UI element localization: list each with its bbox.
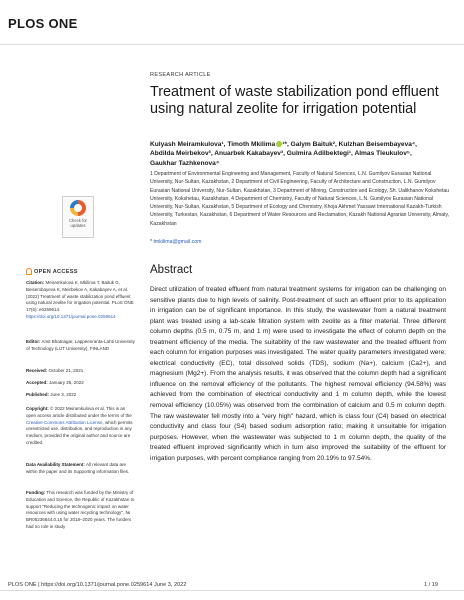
open-access-text: OPEN ACCESS xyxy=(34,268,78,275)
accepted-date: January 25, 2022 xyxy=(49,380,84,385)
authors-line-1: Kulyash Meiramkulova¹, Timoth Mkilima xyxy=(150,141,276,148)
journal-logo[interactable]: PLOS ONE xyxy=(8,16,78,31)
published-block xyxy=(26,392,136,399)
funding-text: This research was funded by the Ministry of Education and Science, the Republic of Kazakhstan to support "Reducing the technogenic impact on water resources with using water recycling technology", № BR05236844.0.15 for 2018–2020 years. The funders had no role in study xyxy=(26,490,135,529)
check-updates-label: Check for updates xyxy=(69,218,87,228)
citation-label: Citation: xyxy=(26,280,45,285)
article-title: Treatment of waste stabilization pond effluent using natural zeolite for irrigation potential xyxy=(150,84,439,117)
funding-label: Funding: xyxy=(26,490,46,495)
open-access-label xyxy=(26,268,78,275)
footer-divider xyxy=(0,590,464,591)
editor-block xyxy=(26,339,136,353)
funding-block xyxy=(26,490,136,531)
cc-license-link[interactable]: Creative Commons Attribution License xyxy=(26,419,103,425)
data-availability-block xyxy=(26,462,136,476)
citation-text: Meiramkulova K, Mkilima T, Baituk G, Beisembayeva K, Meirbekov A, Kakabayev A, et al. (2022) Treatment of waste stabilization pond effluent using natural zeolite for irrigation potential. PLoS ONE 17(6): e0259614. xyxy=(26,280,134,313)
published-label: Published: xyxy=(26,392,50,397)
received-block xyxy=(26,368,136,375)
email-link[interactable]: tmkilima@gmail.com xyxy=(153,239,202,245)
published-date: June 3, 2022 xyxy=(50,392,77,397)
page-number: 1 / 19 xyxy=(424,582,438,588)
received-date: October 21, 2021 xyxy=(48,368,84,373)
authors-line-2: Abdilda Meirbekov³, Anuarbek Kakabayev³, Gulmira Adilbektegi¹, Almas Tleukulov⁵, xyxy=(150,150,412,158)
abstract-heading: Abstract xyxy=(150,264,193,276)
citation-doi-link[interactable]: https://doi.org/10.1371/journal.pone.0259614 xyxy=(26,313,116,319)
accepted-label: Accepted: xyxy=(26,380,48,385)
author-list xyxy=(150,140,450,168)
article-type: RESEARCH ARTICLE xyxy=(150,72,211,78)
corresponding-email xyxy=(150,239,201,245)
copyright-label: Copyright: xyxy=(26,406,49,411)
check-updates-icon xyxy=(70,200,86,216)
header-divider xyxy=(0,44,464,45)
authors-line-3: Gaukhar Tazhkenova⁴ xyxy=(150,159,220,167)
authors-line-1b: ¹*, Galym Baituk², Kulzhan Beisembayeva⁴, xyxy=(282,141,418,148)
copyright-text-a: © 2022 Meiramkulova et al. This is an open access article distributed under the terms of the xyxy=(26,406,132,418)
citation-block xyxy=(26,280,136,321)
data-availability-text: All relevant data are within the paper and its Supporting information files. xyxy=(26,462,130,474)
editor-label: Editor: xyxy=(26,339,41,344)
footer-citation: PLOS ONE | https://doi.org/10.1371/journal.pone.0259614 June 3, 2022 xyxy=(8,582,187,588)
copyright-block xyxy=(26,406,136,447)
abstract-text: Direct utilization of treated effluent from natural treatment systems for irrigation can be challenging on sensitive plants due to high levels of salinity. Post-treatment of such an effluent prior to its application in irrigation can be of significant importance. In this study, the wastewater from a natural treatment plant was treated using a lab-scale filtration system with zeolite as a filter material. Three different column depths (0.5 m, 0.75 m, and 1 m) were used to investigate the effect of column depth on the treatment efficiency of the media. The suitability of the raw wastewater and the treated effluent from each column for irrigation purposes was investigated. The water quality parameters investigated were; electrical conductivity (EC), total dissolved solids (TDS), sodium (Na+), calcium (Ca2+), and magnesium (Mg2+). From the analysis results, it was observed that the column depth had a significant influence on the removal efficiency of the pollutants. The highest removal efficiency (94.58%) was achieved from the combination of electrical conductivity and 1 m column depth, while the lowest removal efficiency (10.05%) was observed from the combination of calcium and 0.5 m column depth. The raw wastewater fell mostly into a "very high" hazard, which is class four (C4) based on electrical conductivity and class four (S4) based sodium adsorption ratio; making it unsuitable for irrigation purposes. However, when the wastewater was subjected to 1 m column depth, the quality of the treated effluent improved significantly which in turn also improved the suitability of the effluent for irrigation purposes, with percent compliance ranging from 20.19% to 97.54%. xyxy=(150,286,446,462)
email-asterisk: * xyxy=(150,239,153,245)
received-label: Received: xyxy=(26,368,48,373)
check-for-updates-badge[interactable] xyxy=(62,196,94,238)
affiliations: 1 Department of Environmental Engineering and Management, Faculty of Natural Sciences, L.N. Gumilyov Eurasian National University, Nur-Sultan, Kazakhstan, 2 Department of Civil Engineering, Faculty of Architecture and Construction, L.N. Gumilyov Eurasian National University, Nur-Sultan, Kazakhstan, 3 Department of Mining, Construction and Ecology, Sh. Ualikhanov Kokshetau University, Kokshetau, Kazakhstan, 4 Department of Chemistry, Faculty of Natural Sciences, L.N. Gumilyov Eurasian National University, Nur-Sultan, Kazakhstan, 5 Department of Ecology and Chemistry, Khoja Akhmet Yassawi International Kazakh-Turkish University, Turkestan, Kazakhstan, 6 Department of Water Resources and Reclamation, Kazakh National Agrarian University, Almaty, Kazakhstan xyxy=(150,171,450,227)
open-access-icon xyxy=(26,268,32,275)
data-availability-label: Data Availability Statement: xyxy=(26,462,85,467)
editor-text: Amit Bhatnagar, Lappeenranta-Lahti University of Technology (LUT University), FINLAND xyxy=(26,339,135,351)
copyright-text-b: , which permits unrestricted use, distribution, and reproduction in any medium, provided the original author and source are credited. xyxy=(26,419,133,445)
accepted-block xyxy=(26,380,136,387)
